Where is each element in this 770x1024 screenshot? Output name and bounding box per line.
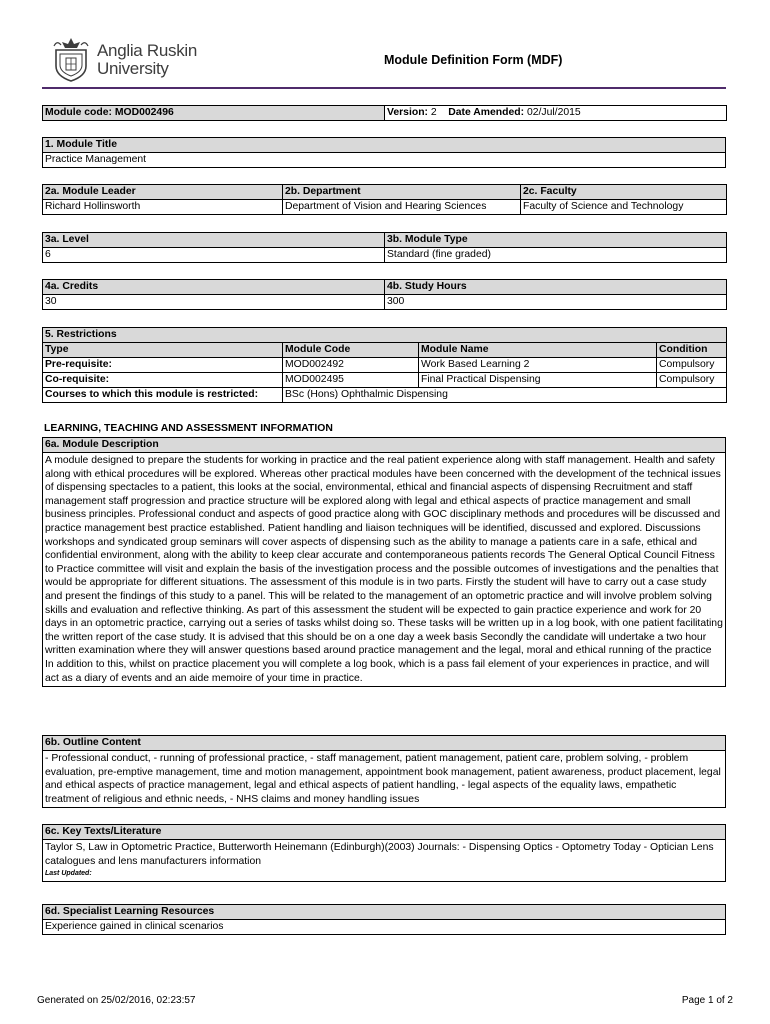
university-name: Anglia Ruskin University <box>97 41 198 78</box>
level-heading: 3a. Level <box>43 233 385 248</box>
specialist-resources-heading: 6d. Specialist Learning Resources <box>43 905 726 920</box>
module-info-table <box>42 105 727 121</box>
study-hours-heading: 4b. Study Hours <box>385 280 727 295</box>
module-type-heading: 3b. Module Type <box>385 233 727 248</box>
module-leader-value: Richard Hollinsworth <box>43 200 283 215</box>
leader-dept-faculty-table <box>42 184 727 215</box>
module-description-text: A module designed to prepare the students for working in practice and the real patient experience along with staff management. Health and safety along with ethical procedures will be explored. Whereas other practical modules have been concerned with the development of the technical issues of dispensing spectacles to a patient, this looks at the social, environmental, ethical and financial aspects of dispensing Recruitment and staff management staff progression and practice structure will be explored along with legal and ethical aspects of practice management and small business principles. Professional conduct and aspects of good practice along with GOC disciplinary methods and procedures will be discussed and practice management best practice established. Patient handling and liaison techniques will be identified, discussed and explored. Discussions workshops and syndicated group seminars will cover aspects of dispensing such as the ability to manage a patients care in a safe, ethical and confidential environment, along with the ability to keep clear accurate and contemporaneous patients records The General Optical Council Fitness to Practice committee will visit and explain the basis of the investigation process and the possible outcomes of investigations and the penalties that would be appropriate for different situations. The assessment of this module is in two parts. Firstly the student will have to carry out a case study and present the findings of this study to a panel. This will be related to the management of an optometric practice and will involve problem solving skills and evaluation and reflective thinking. As part of this assessment the student will be expected to gain practice experience and work for 20 days in an optometric practice, carrying out a series of tasks whilst doing so. These tasks will be written up in a log book, with one patient facilitating the written report of the case study. It is advised that this should be on a one day a week basis Secondly the candidate will undertake a two hour written examination where they will answer questions based around practice management and the legal, moral and ethical running of the practice In addition to this, whilst on practice placement you will complete a log book, which is a pass fail element of your experiences in practice, and will act as a diary of events and an aide memoire of your time in practice. <box>43 453 726 687</box>
faculty-value: Faculty of Science and Technology <box>521 200 727 215</box>
specialist-resources-table <box>42 904 726 935</box>
learning-teaching-heading: LEARNING, TEACHING AND ASSESSMENT INFORMATION <box>44 423 333 434</box>
credits-heading: 4a. Credits <box>43 280 385 295</box>
restrictions-table <box>42 327 727 403</box>
restriction-condition: Compulsory <box>657 373 727 388</box>
key-texts-text <box>43 840 726 882</box>
module-title-table <box>42 137 726 168</box>
module-code: Module code: MOD002496 <box>43 106 385 121</box>
form-title: Module Definition Form (MDF) <box>384 53 563 67</box>
outline-content-table <box>42 735 726 808</box>
study-hours-value: 300 <box>385 295 727 310</box>
version-label: Version: <box>387 107 428 118</box>
restriction-condition: Compulsory <box>657 358 727 373</box>
key-texts-body: Taylor S, Law in Optometric Practice, Butterworth Heinemann (Edinburgh)(2003) Journals: - Dispensing Optics - Optometry Today - Optician Lens catalogues and lens manufacturers information <box>45 842 714 867</box>
module-leader-heading: 2a. Module Leader <box>43 185 283 200</box>
version-value: 2 <box>430 107 437 118</box>
module-title-value: Practice Management <box>43 153 726 168</box>
department-value: Department of Vision and Hearing Sciences <box>283 200 521 215</box>
credits-hours-table <box>42 279 727 310</box>
restriction-type: Co-requisite: <box>43 373 283 388</box>
restrictions-col-type: Type <box>43 343 283 358</box>
department-heading: 2b. Department <box>283 185 521 200</box>
restrictions-col-name: Module Name <box>419 343 657 358</box>
restriction-code: MOD002495 <box>283 373 419 388</box>
outline-content-heading: 6b. Outline Content <box>43 736 726 751</box>
restrictions-col-condition: Condition <box>657 343 727 358</box>
restricted-courses-value: BSc (Hons) Ophthalmic Dispensing <box>283 388 727 403</box>
generated-timestamp: Generated on 25/02/2016, 02:23:57 <box>37 995 196 1006</box>
table-row <box>43 373 727 388</box>
restrictions-col-code: Module Code <box>283 343 419 358</box>
restriction-name: Final Practical Dispensing <box>419 373 657 388</box>
level-value: 6 <box>43 248 385 263</box>
date-amended-value: 02/Jul/2015 <box>526 107 581 118</box>
restrictions-heading: 5. Restrictions <box>43 328 727 343</box>
restriction-type: Pre-requisite: <box>43 358 283 373</box>
faculty-heading: 2c. Faculty <box>521 185 727 200</box>
module-description-heading: 6a. Module Description <box>43 438 726 453</box>
restriction-name: Work Based Learning 2 <box>419 358 657 373</box>
level-type-table <box>42 232 727 263</box>
page-number: Page 1 of 2 <box>681 995 733 1006</box>
outline-content-text: - Professional conduct, - running of professional practice, - staff management, patient management, patient care, problem solving, - problem evaluation, pre-emptive management, time and motion management, appointment book management, patient awareness, product placement, legal and ethical aspects of practice management, legal and ethical aspects of patient handling, - legal aspects of the equality laws, empathetic treatment of religious and ethnic needs, - NHS claims and money handling issues <box>43 751 726 808</box>
last-updated-label: Last Updated: <box>45 870 92 878</box>
specialist-resources-text: Experience gained in clinical scenarios <box>43 920 726 935</box>
module-type-value: Standard (fine graded) <box>385 248 727 263</box>
key-texts-heading: 6c. Key Texts/Literature <box>43 825 726 840</box>
key-texts-table <box>42 824 726 882</box>
version-date-cell <box>385 106 727 121</box>
module-description-table <box>42 437 726 687</box>
module-title-heading: 1. Module Title <box>43 138 726 153</box>
restricted-courses-label: Courses to which this module is restricted: <box>43 388 283 403</box>
restriction-code: MOD002492 <box>283 358 419 373</box>
header-divider <box>42 87 726 89</box>
university-crest-icon <box>52 36 90 82</box>
date-amended-label: Date Amended: <box>448 107 525 118</box>
credits-value: 30 <box>43 295 385 310</box>
university-logo <box>52 36 212 82</box>
table-row <box>43 358 727 373</box>
